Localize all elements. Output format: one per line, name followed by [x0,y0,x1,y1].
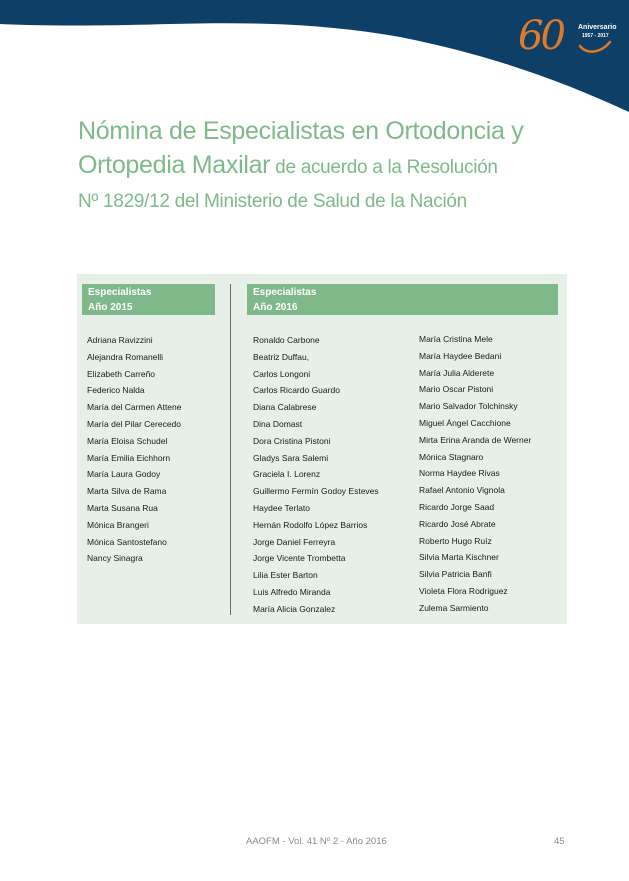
specialist-name: Lilia Ester Barton [253,570,318,581]
specialist-name: Beatriz Duffau, [253,351,310,362]
specialist-name: Mónica Santostefano [87,536,167,547]
specialists-panel [77,274,567,624]
specialist-name: Carlos Longoni [253,368,311,379]
heading-2015-year: Año 2015 [88,302,133,313]
title-line-2 [78,148,578,185]
specialist-name: María Haydee Bedani [419,350,502,361]
specialist-name: Hernán Rodolfo López Barrios [253,519,368,530]
specialist-name: Gladys Sara Salemi [253,452,329,463]
heading-2016-label: Especialistas [253,287,317,298]
specialist-name: Norma Haydee Rivas [419,468,500,479]
specialist-name: Dora Cristina Pistoni [253,435,331,446]
title-line-2-large: Ortopedia Maxilar [78,151,271,179]
specialist-name: Diana Calabrese [253,402,317,413]
specialist-name: Miguel Ángel Cacchione [419,417,511,428]
specialist-name: Silvia Marta Kischner [419,552,499,563]
specialist-name: Marta Silva de Rama [87,486,167,497]
specialist-name: Silvia Patricia Banfi [419,569,492,580]
names-2015-list [87,332,182,567]
page-title [78,114,578,219]
logo-years: 1957 - 2017 [582,33,609,39]
specialist-name: Ricardo Jorge Saad [419,501,495,512]
anniversary-logo [518,10,618,66]
heading-2016-year: Año 2016 [253,302,298,313]
specialist-name: Carlos Ricardo Guardo [253,385,340,396]
specialist-name: Haydee Terlato [253,502,311,513]
specialist-name: Dina Domast [253,418,303,429]
specialist-name: Alejandra Romanelli [87,351,164,362]
specialist-name: Jorge Daniel Ferreyra [253,536,336,547]
footer-journal: AAOFM - Vol. 41 Nº 2 - Año 2016 [246,836,387,847]
title-line-3: Nº 1829/12 del Ministerio de Salud de la Nación [78,191,467,212]
specialist-name: Mario Oscar Pistoni [419,384,494,395]
specialist-name: Violeta Flora Rodriguez [419,585,508,596]
specialist-name: María Eloisa Schudel [87,435,168,446]
specialist-name: María del Carmen Attene [87,402,182,413]
specialist-name: Ricardo José Abrate [419,518,496,529]
specialist-name: María Emilia Eichhorn [87,452,171,463]
specialist-name: Federico Nalda [87,385,145,396]
specialist-name: Roberto Hugo Ruíz [419,535,492,546]
specialist-name: Rafael Antonio Vignola [419,485,505,496]
logo-number: 60 [518,13,563,59]
specialist-name: Mónica Stagnaro [419,451,484,462]
specialist-name: María Alicia Gonzalez [253,603,336,614]
title-line-1: Nómina de Especialistas en Ortodoncia y [78,117,524,145]
specialist-name: Graciela I. Lorenz [253,469,321,480]
specialist-name: María del Pilar Cerecedo [87,418,182,429]
names-2016-list-a [253,332,379,618]
heading-2015 [82,284,215,315]
heading-2016 [247,284,558,315]
specialist-name: Adriana Ravizzini [87,335,153,345]
specialist-name: Jorge Vicente Trombetta [253,553,346,564]
specialist-name: Mónica Brangeri [87,519,149,530]
title-line-2-small: de acuerdo a la Resolución [270,157,498,178]
specialist-name: María Julia Alderete [419,367,495,378]
specialist-name: Mario Salvador Tolchinsky [419,401,518,412]
specialist-name: Mirta Erina Aranda de Werner [419,434,532,445]
specialist-name: Zulema Sarmiento [419,602,489,613]
heading-2015-label: Especialistas [88,287,152,298]
names-2016-list-b [419,331,531,617]
specialist-name: María Cristina Mele [419,334,493,344]
specialist-name: Luis Alfredo Miranda [253,586,331,597]
page-number: 45 [554,836,565,847]
specialist-name: Elizabeth Carreño [87,368,156,379]
specialist-name: María Laura Godoy [87,469,161,480]
specialist-name: Nancy Sinagra [87,553,143,564]
logo-word: Aniversario [578,24,617,31]
column-divider [230,284,231,615]
logo-swoosh-icon [578,40,612,54]
specialist-name: Guillermo Fermín Godoy Esteves [253,486,379,497]
specialist-name: Marta Susana Rua [87,502,158,513]
specialist-name: Ronaldo Carbone [253,335,320,345]
